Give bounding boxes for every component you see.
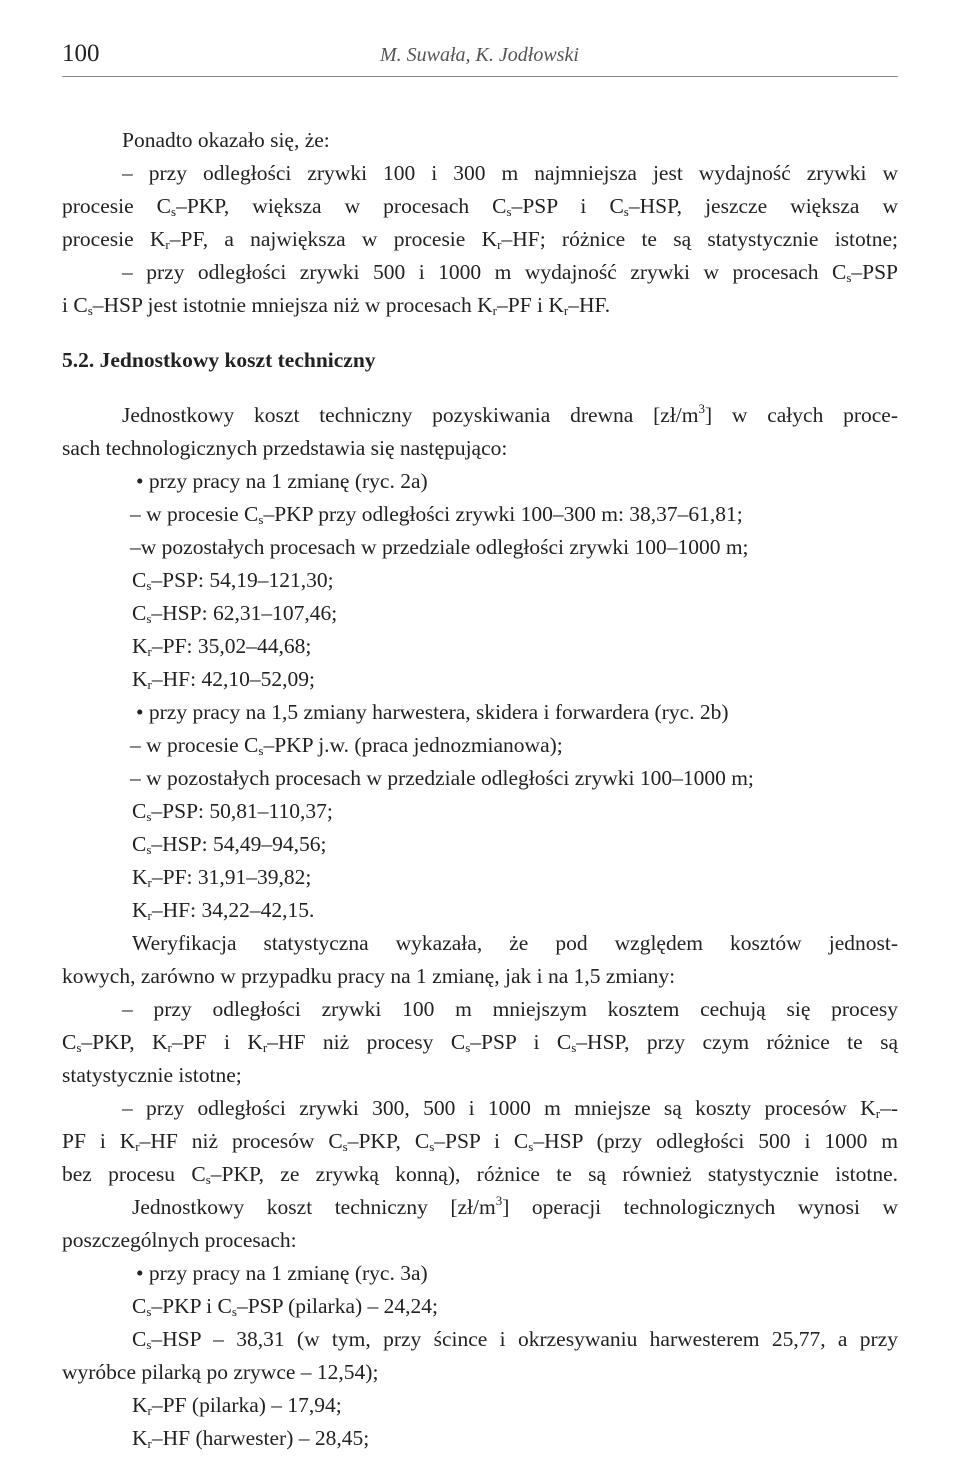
paragraph-line: sach technologicznych przedstawia się następująco:: [62, 436, 508, 460]
list-line: – w procesie $C_s$–PKP przy odległości zrywki 100–300 m: 38,37–61,81;: [130, 502, 743, 527]
paragraph-line: poszczególnych procesach:: [62, 1228, 297, 1252]
paragraph-line: statystycznie istotne;: [62, 1063, 242, 1087]
paragraph-line: bez procesu $C_s$–PKP, ze zrywką konną), różnice te są również statystycznie istotne.: [62, 1162, 898, 1187]
value-line: $K_r-HF$: 34,22–42,15.: [132, 898, 315, 923]
bullet-item: • przy pracy na 1 zmianę (ryc. 3a): [136, 1261, 428, 1285]
list-line: – w procesie $C_s$–PKP j.w. (praca jednozmianowa);: [130, 733, 563, 758]
value-line: wyróbce pilarką po zrywce – 12,54);: [62, 1360, 379, 1384]
running-header-authors: M. Suwała, K. Jodłowski: [380, 44, 579, 66]
intro-line: i $C_s$–HSP jest istotnie mniejsza niż w procesach $K_r-PF$ i $K_r-HF$.: [62, 293, 611, 318]
value-line: $C_s$–PKP i $C_s$–PSP (pilarka) – 24,24;: [132, 1294, 438, 1319]
list-line: –w pozostałych procesach w przedziale odległości zrywki 100–1000 m;: [130, 535, 749, 559]
paragraph-line: Weryfikacja statystyczna wykazała, że pod względem kosztów jednost-: [132, 931, 898, 955]
value-line: $C_s$–HSP – 38,31 (w tym, przy ścince i okrzesywaniu harwesterem 25,77, a przy: [132, 1327, 898, 1352]
value-line: $C_s$–HSP: 62,31–107,46;: [132, 601, 338, 626]
value-line: $K_r-PF$: 31,91–39,82;: [132, 865, 312, 890]
paragraph-line: – przy odległości zrywki 100 m mniejszym kosztem cechują się procesy: [122, 997, 898, 1021]
value-line: $C_s$–PSP: 54,19–121,30;: [132, 568, 334, 593]
value-line: $C_s$–PSP: 50,81–110,37;: [132, 799, 333, 824]
value-line: $K_r-HF$: 42,10–52,09;: [132, 667, 315, 692]
intro-line: – przy odległości zrywki 500 i 1000 m wydajność zrywki w procesach $C_s$–PSP: [122, 260, 898, 285]
intro-line: procesie $C_s$–PKP, większa w procesach $C_s$–PSP i $C_s$–HSP, jeszcze większa w: [62, 194, 898, 219]
header-rule: [62, 76, 898, 77]
paragraph-line: Jednostkowy koszt techniczny $[zł/m^3]$ operacji technologicznych wynosi w: [132, 1193, 899, 1219]
paragraph-line: $C_s$–PKP, $K_r-PF$ i $K_r-HF$ niż procesy $C_s$–PSP i $C_s$–HSP, przy czym różnice te są: [62, 1030, 899, 1055]
paragraph-line: Jednostkowy koszt techniczny pozyskiwania drewna $[zł/m^3]$ w całych proce-: [122, 401, 899, 427]
running-header: [62, 40, 898, 80]
paragraph-line: – przy odległości zrywki 300, 500 i 1000 m mniejsze są koszty procesów $K_r--$: [122, 1096, 898, 1121]
page-number: 100: [62, 40, 100, 67]
intro-line: procesie $K_r-PF$, a największa w procesie $K_r-HF$; różnice te są statystycznie istotne;: [62, 227, 899, 252]
paragraph-line: PF i $K_r-HF$ niż procesów $C_s$–PKP, $C_s$–PSP i $C_s$–HSP (przy odległości 500 i 1000 m: [62, 1129, 899, 1154]
section-heading: 5.2. Jednostkowy koszt techniczny: [62, 348, 376, 372]
bullet-item: • przy pracy na 1 zmianę (ryc. 2a): [136, 469, 428, 493]
body-text: [62, 124, 898, 1455]
value-line: $K_r-PF$ (pilarka) – 17,94;: [132, 1393, 342, 1418]
list-line: – w pozostałych procesach w przedziale odległości zrywki 100–1000 m;: [130, 766, 754, 790]
intro-line: – przy odległości zrywki 100 i 300 m najmniejsza jest wydajność zrywki w: [122, 161, 898, 185]
paragraph-line: kowych, zarówno w przypadku pracy na 1 zmianę, jak i na 1,5 zmiany:: [62, 964, 676, 988]
value-line: $C_s$–HSP: 54,49–94,56;: [132, 832, 327, 857]
value-line: $K_r-PF$: 35,02–44,68;: [132, 634, 312, 659]
bullet-item: • przy pracy na 1,5 zmiany harwestera, skidera i forwardera (ryc. 2b): [136, 700, 729, 724]
value-line: $K_r-HF$ (harwester) – 28,45;: [132, 1426, 370, 1451]
intro-line: Ponadto okazało się, że:: [122, 128, 330, 152]
